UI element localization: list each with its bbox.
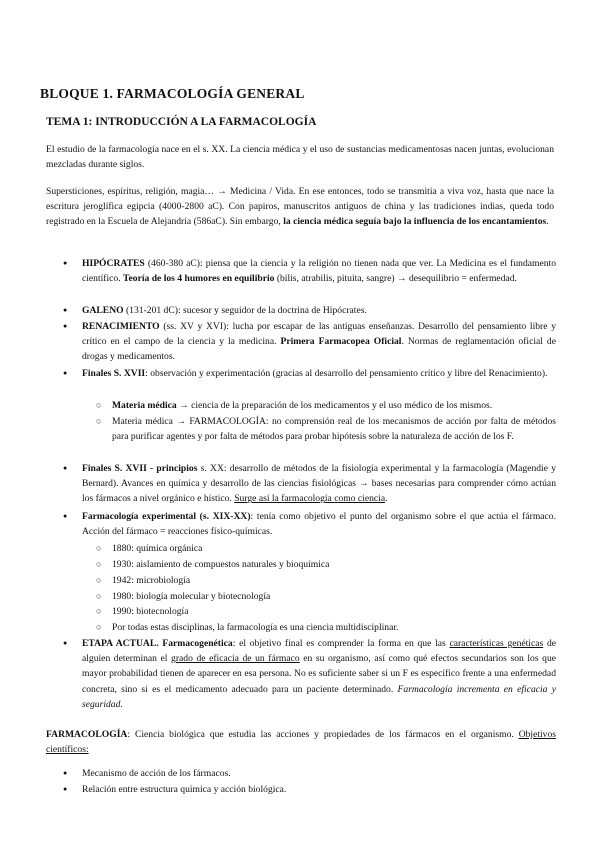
sublist-item-1990: ○ 1990: biotecnología: [112, 604, 556, 619]
sublist-item-1880: ○ 1880: química orgánica: [112, 541, 556, 556]
objective-item: ● Relación entre estructura química y acción biológica.: [82, 782, 556, 797]
list-item-galeno: ● GALENO (131-201 dC): sucesor y seguidor de la doctrina de Hipócrates.: [82, 303, 556, 318]
definition-paragraph: FARMACOLOGÍA: Ciencia biológica que estudia las acciones y propiedades de los fármacos en el organismo. Objetivos científicos:: [46, 729, 556, 756]
list-item-finales-xvii-xx: ● Finales S. XVII - principios s. XX: desarrollo de métodos de la fisiología experimental y la farmacología (Magendie y Bernard). Avances en química y desarrollo de las ciencias fisiológicas → bases necesarias para comprender cómo actúan los fármacos a nivel orgánico e hístico. Surge así la farmacología como ciencia.: [82, 461, 556, 507]
list-item-renacimiento: ● RENACIMIENTO (ss. XV y XVI): lucha por escapar de las antiguas enseñanzas. Desarrollo del pensamiento libre y crítico en el campo de la ciencia y la medicina. Primera Farmacopea Oficial. Normas de reglamentación oficial de drogas y medicamentos.: [82, 319, 556, 365]
objectives-label: Objetivos científicos:: [46, 729, 556, 756]
intro-paragraph-2: Supersticiones, espíritus, religión, magia… → Medicina / Vida. En ese entonces, todo se transmitía a viva voz, hasta que nace la escritura jeroglífica egipcia (4000-2800 aC). Con papiros, manuscritos antiguos de china y las tradiciones indias, queda todo registrado en la Escuela de Alejandría (586aC). Sin embargo, la ciencia médica seguía bajo la influencia de los encantamientos.: [46, 186, 554, 228]
objective-item: ● Mecanismo de acción de los fármacos.: [82, 766, 556, 781]
sublist-item-1942: ○ 1942: microbiología: [112, 573, 556, 588]
list-item-hipocrates: ● HIPÓCRATES (460-380 aC): piensa que la ciencia y la religión no tienen nada que ver. La Medicina es el fundamento científico. Teoría de los 4 humores en equilibrio (bilis, atrabilis, pituita, sangre) → desequilibrio = enfermedad.: [82, 256, 556, 286]
sublist-item-multidisciplinar: ○ Por todas estas disciplinas, la farmacología es una ciencia multidisciplinar.: [112, 620, 556, 635]
sublist-item-materia-medica: ○ Materia médica → ciencia de la preparación de los medicamentos y el uso médico de los mismos.: [112, 398, 556, 413]
sublist-item-1930: ○ 1930: aislamiento de compuestos naturales y bioquímica: [112, 557, 556, 572]
intro-emphasis: la ciencia médica seguía bajo la influencia de los encantamientos: [283, 216, 547, 228]
definition-term: FARMACOLOGÍA: [46, 729, 128, 740]
block-title: BLOQUE 1. FARMACOLOGÍA GENERAL: [40, 86, 305, 101]
topic-title: TEMA 1: INTRODUCCIÓN A LA FARMACOLOGÍA: [46, 116, 317, 128]
sublist-item-1980: ○ 1980: biología molecular y biotecnología: [112, 589, 556, 604]
intro-text: Supersticiones, espíritus, religión, magia… → Medicina / Vida. En ese entonces, todo se transmitía a viva voz, hasta que nace la escritura jeroglífica egipcia (4000-2800 aC). Con papiros, manuscritos antiguos de china y las tradiciones indias, queda todo registrado en la Escuela de Alejandría (586aC). Sin embargo,: [46, 186, 554, 228]
list-item-farmacologia-experimental: ● Farmacología experimental (s. XIX-XX): tenía como objetivo el punto del organismo sobre el que actúa el fármaco. Acción del fármaco = reacciones físico-químicas.: [82, 509, 556, 539]
list-item-etapa-actual: ● ETAPA ACTUAL. Farmacogenética: el objetivo final es comprender la forma en que las características genéticas de alguien determinan el grado de eficacia de un fármaco en su organismo, así como qué efectos secundarios son los que mayor probabilidad tienen de aparecer en esa persona. No es suficiente saber si un F es específico frente a una enfermedad concreta, sino si es el medicamento adecuado para un paciente determinado. Farmacología incrementa en eficacia y seguridad.: [82, 636, 556, 712]
intro-paragraph-1: El estudio de la farmacología nace en el s. XX. La ciencia médica y el uso de sustancias medicamentosas nacen juntas, evolucionan mezcladas durante siglos.: [46, 144, 554, 171]
sublist-item-farmacologia: ○ Materia médica → FARMACOLOGÍA: no comprensión real de los mecanismos de acción por falta de métodos para purificar agentes y por falta de métodos para probar hipótesis sobre la naturaleza de acción de los F.: [112, 414, 556, 444]
list-item-finales-xvii: ● Finales S. XVII: observación y experimentación (gracias al desarrollo del pensamiento crítico y libre del Renacimiento).: [82, 366, 556, 381]
